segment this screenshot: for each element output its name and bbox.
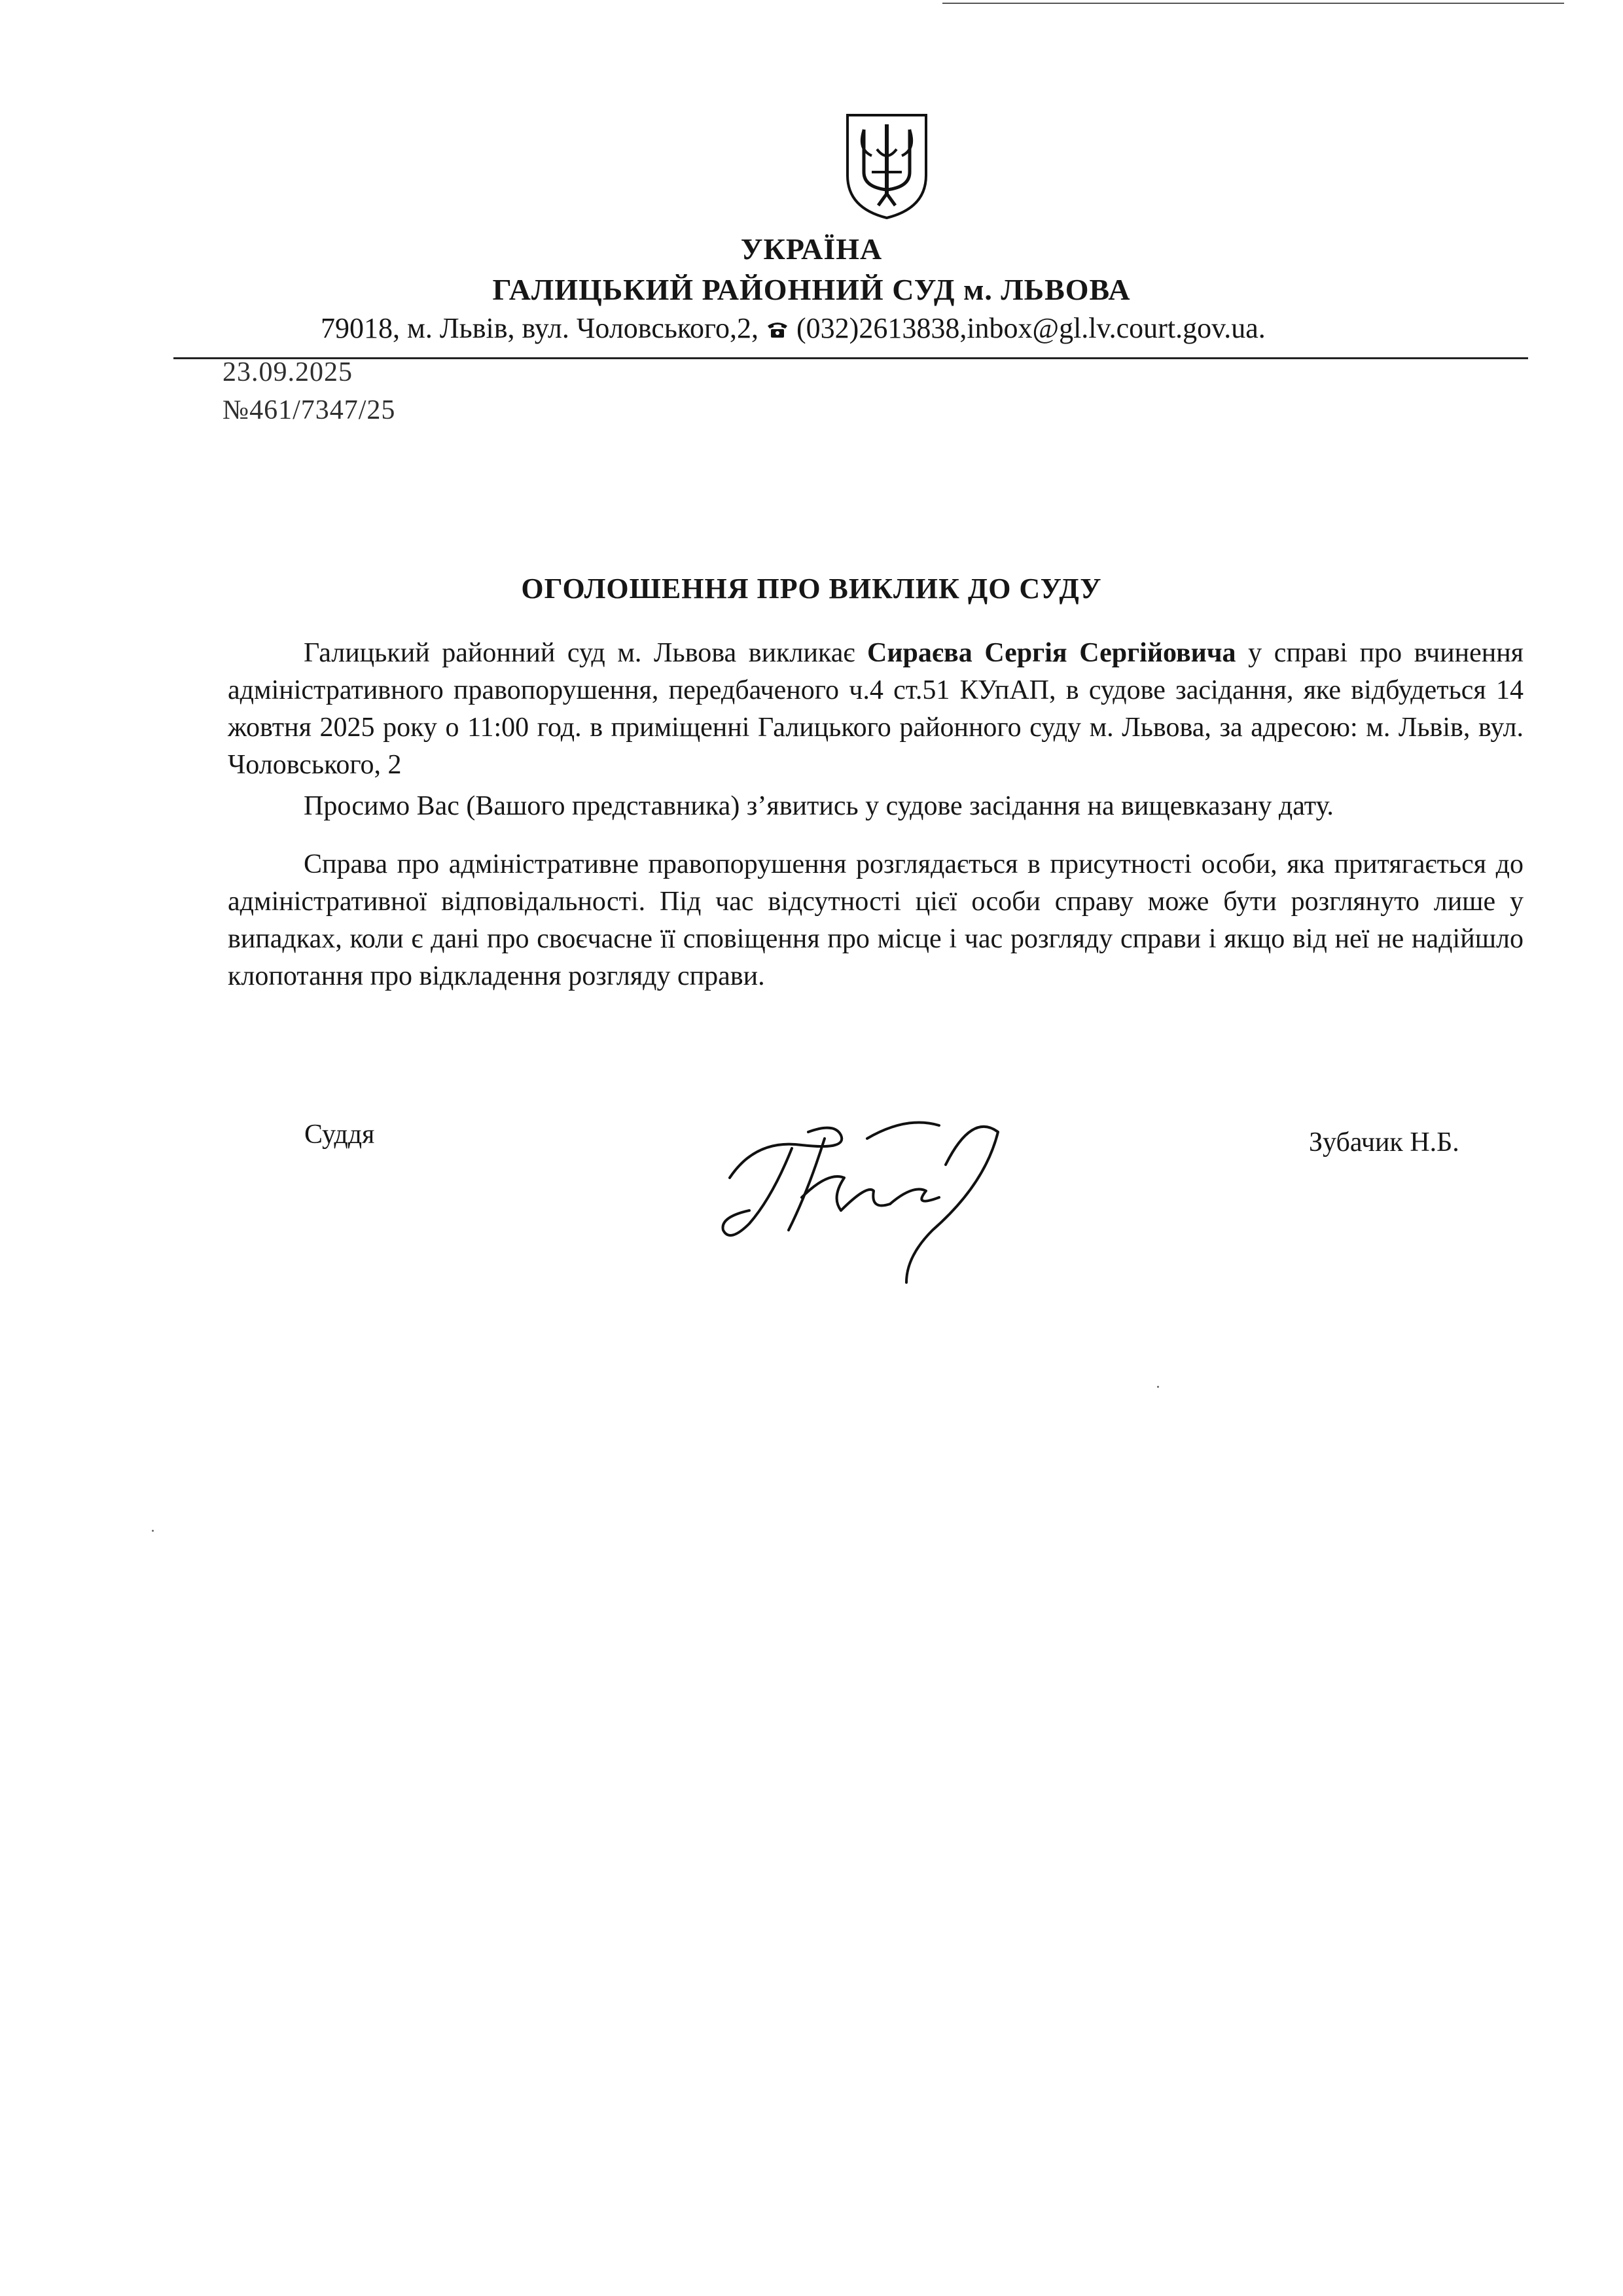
paragraph-summons: Галицький районний суд м. Львова викликає Сираєва Сергія Сергійовича у справі про вчинення адміністративного правопорушення, передбаченого ч.4 ст.51 КУпАП, в судове засідання, яке відбудеться 14 жовтня 2025 року о 11:00 год. в приміщенні Галицького районного суду м. Львова, за адресою: м. Львів, вул. Чоловського, 2 bbox=[228, 638, 1524, 780]
trident-emblem-icon bbox=[838, 110, 936, 221]
document-title: ОГОЛОШЕННЯ ПРО ВИКЛИК ДО СУДУ bbox=[521, 573, 1102, 605]
telephone-icon bbox=[766, 319, 789, 339]
scan-speck bbox=[1157, 1386, 1159, 1388]
registration-number: №461/7347/25 bbox=[223, 395, 396, 425]
scan-speck bbox=[152, 1530, 154, 1532]
paragraph-request: Просимо Вас (Вашого представника) з’явитись у судове засідання на вищевказану дату. bbox=[304, 791, 1334, 821]
signatory-role: Суддя bbox=[304, 1120, 375, 1150]
country-name: УКРАЇНА bbox=[740, 232, 883, 266]
defendant-name: Сираєва Сергія Сергійовича bbox=[866, 638, 1236, 668]
address-text: 79018, м. Львів, вул. Чоловського,2, bbox=[321, 312, 759, 344]
contact-text: (032)2613838,inbox@gl.lv.court.gov.ua. bbox=[796, 312, 1266, 344]
handwritten-signature bbox=[710, 1099, 1018, 1289]
paragraph-procedure: Справа про адміністративне правопорушення розглядається в присутності особи, яка притягається до адміністративної відповідальності. Під час відсутності цієї особи справу може бути розглянуто лише у випадках, коли є дані про своєчасне її сповіщення про місце і час розгляду справи і якщо від неї не надійшло клопотання про відкладення розгляду справи. bbox=[228, 849, 1524, 991]
court-address bbox=[321, 314, 1266, 343]
court-name: ГАЛИЦЬКИЙ РАЙОННИЙ СУД м. ЛЬВОВА bbox=[492, 273, 1131, 306]
scan-edge-line bbox=[942, 3, 1564, 4]
header-divider bbox=[173, 357, 1528, 359]
judge-name: Зубачик Н.Б. bbox=[1309, 1127, 1459, 1157]
notice-body bbox=[228, 635, 1524, 995]
document-date: 23.09.2025 bbox=[223, 357, 353, 387]
